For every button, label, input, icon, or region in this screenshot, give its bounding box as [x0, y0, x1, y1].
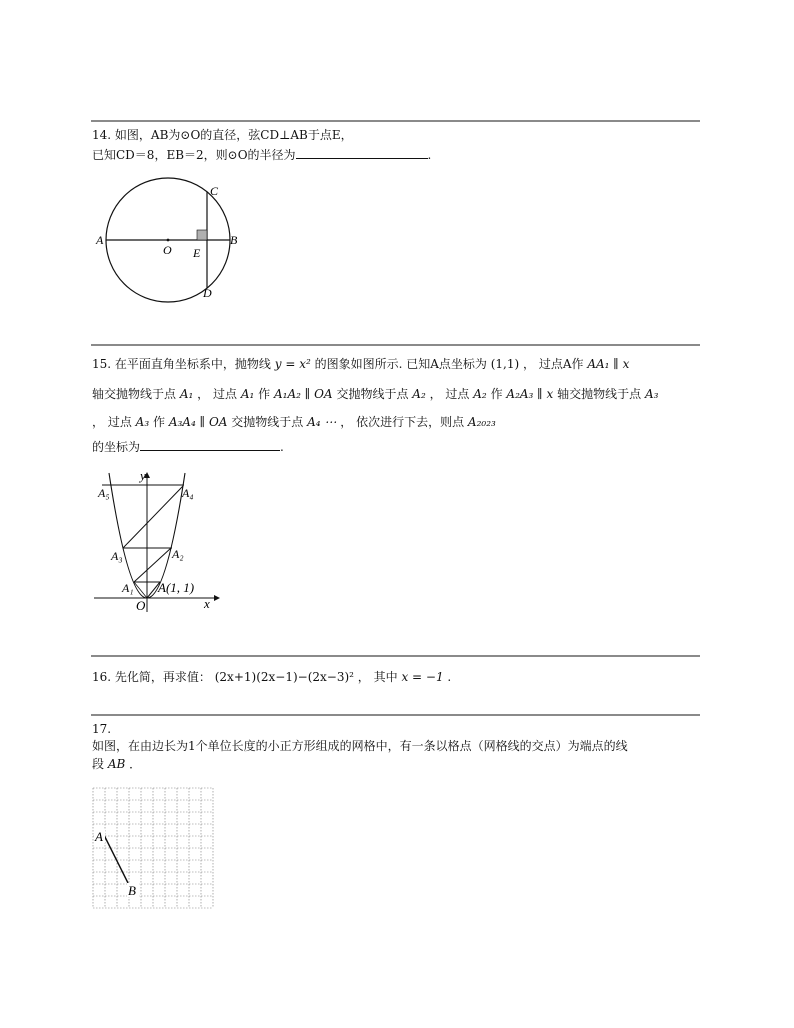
q15-parabola-figure — [92, 470, 227, 615]
q15-text-3b: 作 — [152, 415, 165, 429]
label-x: x — [204, 596, 210, 611]
q15-text-2f: 作 — [490, 387, 503, 401]
q15-text-1a: 15. 在平面直角坐标系中，抛物线 — [92, 357, 271, 371]
q16-prefix: 16. 先化简，再求值： — [92, 670, 211, 684]
q15-text-2g: 轴交抛物线于点 — [557, 387, 642, 401]
q15-eq-parabola: y = x² — [274, 357, 311, 371]
q15-a2023: A₂₀₂₃ — [467, 415, 496, 429]
label-o: O — [136, 598, 146, 613]
divider-14 — [91, 120, 700, 122]
divider-16 — [91, 655, 700, 657]
label-a4: A₄ — [182, 486, 194, 500]
segment-ab — [104, 835, 128, 883]
q14-line1: 14. 如图，AB为⊙O的直径，弦CD⊥AB于点E， — [92, 128, 353, 142]
q15-text-1b: 的图象如图所示. 已知A点坐标为 — [314, 357, 487, 371]
q15-a1b: A₁ — [240, 387, 255, 401]
q14-answer-blank[interactable] — [296, 146, 428, 159]
label-y: y — [140, 468, 146, 483]
q16-line — [92, 669, 451, 685]
q15-text-2e: ， 过点 — [429, 387, 470, 401]
q14-line2 — [92, 146, 431, 163]
label-c: C — [210, 184, 219, 198]
x-axis-arrow — [214, 595, 220, 601]
q14-circle-figure — [95, 180, 255, 310]
q15-par-3: A₂A₃ ∥ x — [506, 387, 554, 401]
q17-grid-figure — [92, 787, 222, 913]
q15-a2b: A₂ — [473, 387, 487, 401]
label-a-point: A(1, 1) — [158, 580, 195, 595]
label-a1: A₁ — [122, 581, 134, 595]
label-a3: A₃ — [111, 549, 123, 563]
divider-17 — [91, 714, 700, 716]
label-a2: A₂ — [172, 547, 184, 561]
label-d: D — [203, 286, 212, 300]
q15-a4: A₄ ⋯ — [307, 415, 337, 429]
q15-a2: A₂ — [412, 387, 426, 401]
q17-num: 17. — [92, 722, 112, 736]
segment-a1-a2 — [134, 548, 171, 582]
q15-text-2d: 交抛物线于点 — [336, 387, 409, 401]
q15-text-2c: 作 — [258, 387, 271, 401]
segment-a3-a4 — [123, 486, 183, 548]
q16-mid: ， 其中 — [357, 670, 398, 684]
q15-text-3c: 交抛物线于点 — [231, 415, 304, 429]
label-a5: A₅ — [98, 486, 110, 500]
q15-par-4: A₃A₄ ∥ OA — [168, 415, 228, 429]
q15-text-2b: ， 过点 — [197, 387, 237, 401]
divider-15 — [91, 344, 700, 346]
q16-expression: (2x+1)(2x−1)−(2x−3)² — [214, 670, 354, 684]
q17-segment-ab: AB — [107, 757, 126, 771]
q14-end: . — [427, 148, 432, 162]
label-a: A — [96, 233, 104, 247]
q16-condition: x = −1 — [401, 670, 444, 684]
q15-text-1c: ， 过点A作 — [523, 357, 584, 371]
q15-line3 — [92, 414, 496, 430]
q15-text-4: 的坐标为 — [92, 440, 141, 454]
q15-end: . — [280, 440, 284, 454]
center-o-dot — [167, 239, 170, 242]
right-angle-mark — [197, 230, 207, 240]
q15-a1: A₁ — [179, 387, 194, 401]
label-a: A — [95, 829, 103, 844]
q15-answer-blank[interactable] — [140, 438, 280, 451]
q16-end: . — [447, 670, 452, 684]
q14-line2-text: 已知CD＝8，EB＝2，则⊙O的半径为 — [92, 148, 296, 162]
q15-par-2: A₁A₂ ∥ OA — [273, 387, 333, 401]
q15-text-3a: ， 过点 — [92, 415, 132, 429]
label-b: B — [128, 883, 136, 898]
q17-text-a: 段 — [92, 757, 105, 771]
q15-line2 — [92, 386, 658, 402]
q17-text-c: ． — [129, 757, 142, 771]
label-e: E — [193, 246, 201, 260]
q15-text-3d: ， 依次进行下去，则点 — [340, 415, 465, 429]
label-b: B — [230, 233, 238, 247]
q15-text-2a: 轴交抛物线于点 — [92, 387, 177, 401]
q15-a3: A₃ — [644, 387, 659, 401]
q17-line1: 如图，在由边长为1个单位长度的小正方形组成的网格中，有一条以格点（网格线的交点）为端点的线 — [92, 739, 628, 753]
q17-line2 — [92, 756, 141, 772]
q15-a3b: A₃ — [135, 415, 150, 429]
segment-o-a1 — [134, 582, 147, 598]
q15-line4 — [92, 438, 284, 455]
q15-par-1: AA₁ ∥ x — [587, 357, 630, 371]
q15-line1 — [92, 356, 629, 372]
label-o: O — [163, 243, 172, 257]
q15-point-a: (1,1) — [490, 357, 520, 371]
